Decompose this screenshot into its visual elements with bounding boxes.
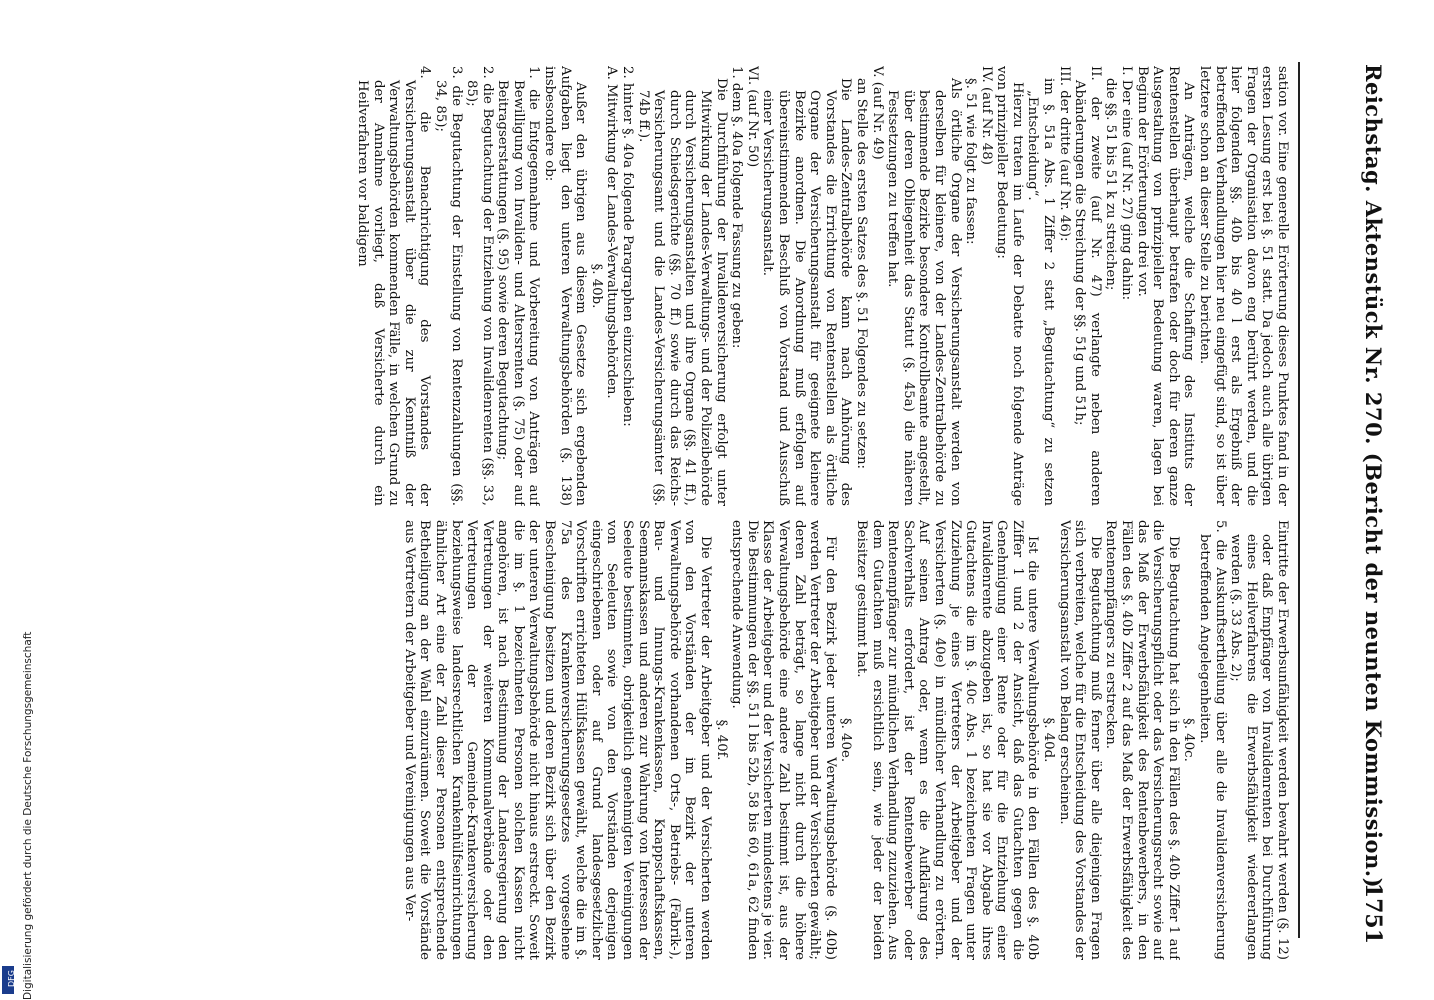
list-item: 1. dem §. 40a folgende Fassung zu geben:	[729, 66, 745, 349]
page-header	[1356, 64, 1386, 944]
list-item: II. der zweite (auf Nr. 47) verlangte neben anderen Abänderungen die Streichung der §§. 51g und 51h;	[1072, 66, 1103, 506]
right-text-column	[80, 520, 1290, 960]
list-item: 4. die Benachrichtigung des Vorstandes der Versicherungsanstalt über die zur Kenntniß der Verwaltungsbehörden kommenden Fälle, in welchen Grund zu der Annahme vorliegt, daß Versicherte durch ein Heilverfahren vor baldigem	[354, 66, 433, 506]
paragraph: Eintritte der Erwerbsunfähigkeit werden bewahrt werden (§. 12) oder daß Empfänger von Invalidenrenten bei Durchführung eines Heilverfahrens die Erwerbsfähigkeit wiedererlangen werden (§. 33 Abs. 2);	[1228, 520, 1290, 960]
section-number: §. 40f.	[713, 719, 729, 761]
list-item: 2. hinter §. 40a folgende Paragraphen einzuschieben:	[620, 66, 636, 427]
list-item: Die Landes-Zentralbehörde kann nach Anhörung des Vorstandes die Errichtung von Rentenstellen als örtliche Organe der Versicherungsanstalt für geeignete kleinere Bezirke anordnen. Die Anordnung muß erfolgen auf übereinstimmenden Beschluß von Vorstand und Ausschuß einer Versicherungsanstalt.	[760, 78, 854, 506]
list-item: 3. die Begutachtung der Einstellung von Rentenzahlungen (§§. 34, 85);	[432, 66, 464, 506]
list-item: die §§. 51 bis 51 k zu streichen;	[1103, 78, 1119, 291]
section-number: §. 40d.	[1041, 717, 1057, 763]
list-item: an Stelle des ersten Satzes des §. 51 Folgendes zu setzen:	[853, 78, 869, 469]
list-item: Die Durchführung der Invalidenversicherung erfolgt unter Mitwirkung der Landes-Verwaltungs- und der Polizeibehörde durch Versicherungsanstalten und ihre Organe (§§. 41 ff.), durch Schiedsgerichte (§§. 70 ff.) sowie durch das Reichs-Versicherungsamt und die Landes-Versicherungsämter (§§. 74b ff.).	[635, 78, 729, 506]
list-item: im §. 51a Abs. 1 Ziffer 2 statt „Begutachtung“ zu setzen „Entscheidung“.	[1025, 78, 1057, 506]
list-item: I. Der eine (auf Nr. 27) ging dahin:	[1119, 66, 1135, 301]
paragraph: An Anträgen, welche die Schaffung des Instituts der Rentenstellen überhaupt betrafen oder doch für deren ganze Ausgestaltung von prinzipieller Bedeutung waren, lagen bei Beginn der Erörterungen drei vor.	[1134, 66, 1197, 506]
header-title: Reichstag. Aktenstück Nr. 270. (Bericht der neunten Kommission.)	[1361, 64, 1386, 889]
column-divider	[1298, 62, 1300, 938]
list-item: 1. die Entgegennahme und Vorbereitung von Anträgen auf Bewilligung von Invaliden- und Altersrenten (§. 75) oder auf Beitragserstattungen (§. 95) sowie deren Begutachtung;	[495, 66, 542, 506]
dfg-logo-text: DFG	[6, 970, 16, 987]
left-text-column	[80, 66, 1290, 506]
list-item: 2. die Begutachtung der Entziehung von Invalidenrenten (§§. 33, 85);	[464, 66, 495, 506]
paragraph: sation vor. Eine generelle Erörterung dieses Punktes fand in der ersten Lesung erst bei §. 51 statt. Da jedoch auch alle übrigen Fragen der Organisation davon eng berührt werden, und die hier folgenden §§. 40b bis 40 l erst als Ergebniß der betreffenden Verhandlungen hier neu eingefügt sind, so ist über letztere schon an dieser Stelle zu berichten.	[1197, 66, 1290, 506]
paragraph: Die Vertreter der Arbeitgeber und der Versicherten werden von den Vorständen der im Bezirk der unteren Verwaltungsbehörde vorhandenen Orts-, Betriebs- (Fabrik-), Bau- und Innungs-Krankenkassen, Knappschaftskassen, Seemannskassen und anderen zur Wahrung von Interessen der Seeleute bestimmten, obrigkeitlich genehmigten Vereinigungen von Seeleuten sowie von den Vorständen derjenigen eingeschriebenen oder auf Grund landesgesetzlicher Vorschriften errichteten Hülfskassen gewählt, welche die im §. 75a des Krankenversicherungsgesetzes vorgesehene Bescheinigung besitzen und deren Bezirk sich über den Bezirk der unteren Verwaltungsbehörde nicht hinaus erstreckt. Soweit die im §. 1 bezeichneten Personen solchen Kassen nicht angehören, ist nach Bestimmung der Landesregierung den Vertretungen der weiteren Kommunalverbände oder den Vertretungen der Gemeinde-Krankenversicherung beziehungsweise landesrechtlichen Krankenhülfseinrichtungen ähnlicher Art eine der Zahl dieser Personen entsprechende Betheiligung an der Wahl einzuräumen. Soweit die Vorstände aus Vertretern der Arbeitgeber und Vereinigungen aus Ver-	[401, 520, 714, 960]
list-item: 5. die Auskunftsertheilung über alle die Invalidenversicherung betreffenden Angelegenheiten.	[1197, 520, 1228, 960]
list-item: V. (auf Nr. 49)	[869, 66, 885, 160]
list-item: VI. (auf Nr. 50)	[744, 66, 760, 168]
paragraph: Die Begutachtung muß ferner über alle diejenigen Fragen sich verbreiten, welche für die Entscheidung des Vorstandes der Versicherungsanstalt von Belang erscheinen.	[1056, 520, 1103, 960]
dfg-logo	[2, 966, 14, 994]
list-item: IV. (auf Nr. 48)	[978, 66, 994, 165]
paragraph: Die Begutachtung hat sich in den Fällen des §. 40b Ziffer 1 auf die Versicherungspflicht oder das Versicherungsrecht sowie auf das Maß der Erwerbsfähigkeit des Rentenbewerbers, in den Fällen des §. 40b Ziffer 2 auf das Maß der Erwerbsfähigkeit des Rentenempfängers zu erstrecken.	[1103, 520, 1181, 960]
section-number: §. 40e.	[838, 717, 854, 763]
page-number: 1751	[1360, 882, 1386, 944]
paragraph: Hierzu traten im Laufe der Debatte noch folgende Anträge von prinzipieller Bedeutung:	[994, 66, 1025, 506]
paragraph: Ist die untere Verwaltungsbehörde in den Fällen des §. 40b Ziffer 1 und 2 der Ansicht, daß das Gutachten gegen die Genehmigung einer Rente oder für die Entziehung einer Invalidenrente abzugeben ist, so hat sie vor Abgabe ihres Gutachtens die im §. 40c Abs. 1 bezeichneten Fragen unter Zuziehung je eines Vertreters der Arbeitgeber und der Versicherten (§. 40e) in mündlicher Verhandlung zu erörtern. Auf seinen Antrag oder, wenn es die Aufklärung des Sachverhalts erfordert, ist der Rentenbewerber oder Rentenempfänger zur mündlichen Verhandlung zuzuziehen. Aus dem Gutachten muß ersichtlich sein, wie jeder der beiden Beisitzer gestimmt hat.	[853, 520, 1041, 960]
list-item: III. der dritte (auf Nr. 46):	[1056, 66, 1072, 242]
list-item: §. 51 wie folgt zu fassen:	[963, 78, 979, 245]
list-item: Als örtliche Organe der Versicherungsanstalt werden von derselben für kleinere, von der Landes-Zentralbehörde zu bestimmende Bezirke besondere Kontrollbeamte angestellt, über deren Obliegenheit das Statut (§. 45a) die näheren Festsetzungen zu treffen hat.	[885, 78, 963, 506]
section-heading: A. Mitwirkung der Landes-Verwaltungsbehörden.	[604, 66, 620, 399]
section-number: §. 40b.	[588, 263, 604, 309]
paragraph: Für den Bezirk jeder unteren Verwaltungsbehörde (§. 40b) werden Vertreter der Arbeitgeber und der Versicherten gewählt; deren Zahl beträgt, so lange nicht durch die höhere Verwaltungsbehörde eine andere Zahl bestimmt ist, aus der Klasse der Arbeitgeber und der Versicherten mindestens je vier. Die Bestimmungen der §§. 51 l bis 52b, 58 bis 60, 61a, 62 finden entsprechende Anwendung.	[729, 520, 838, 960]
paragraph: Außer den übrigen aus diesem Gesetze sich ergebenden Aufgaben liegt den unteren Verwaltungsbehörden (§. 138) insbesondere ob:	[542, 66, 589, 506]
digitization-credit: Digitalisierung gefördert durch die Deutsche Forschungsgemeinschaft	[22, 631, 34, 1000]
section-number: §. 40c.	[1181, 718, 1197, 762]
